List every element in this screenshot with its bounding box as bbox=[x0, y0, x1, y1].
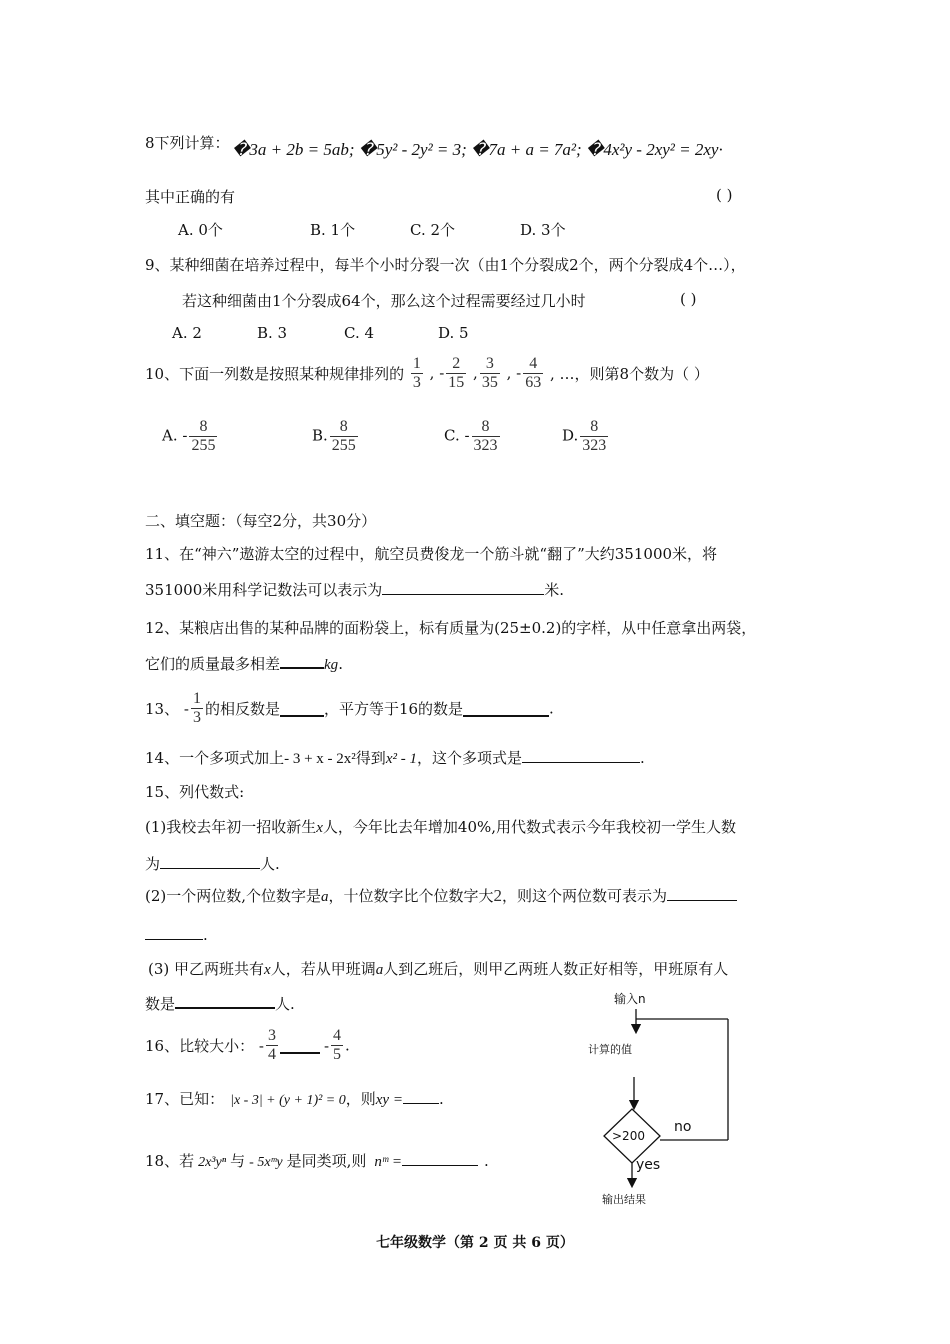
section2-title: 二、填空题：（每空2分，共30分） bbox=[145, 512, 377, 530]
q15-part3-line1: (3) 甲乙两班共有x人，若从甲班调a人到乙班后，则甲乙两班人数正好相等，甲班原有人 bbox=[148, 960, 729, 978]
q8-prefix: 8下列计算： bbox=[145, 134, 230, 152]
q18-term3: nᵐ = bbox=[374, 1154, 403, 1170]
flowchart-condition: >200 bbox=[612, 1129, 645, 1143]
q8-formula: �3a + 2b = 5ab; �5y² - 2y² = 3; �7a + a = 7a²; �4x²y - 2xy² = 2xy· bbox=[232, 140, 723, 159]
q18-term2: - 5xᵐy bbox=[249, 1155, 283, 1170]
q9-option-a[interactable]: A. 2 bbox=[172, 324, 202, 342]
q10-line: 10、下面一列数是按照某种规律排列的 $\frac{1}{3}$ , - $\frac{2}{15}$ , $\frac{3}{35}$ , - $\frac{4}{63}$ , …，则第8个数为（ ） bbox=[145, 355, 709, 391]
q16-line: 16、比较大小： - $\frac{3}{4}$ - $\frac{4}{5}$ . bbox=[145, 1027, 350, 1063]
q9-line1: 9、某种细菌在培养过程中，每半个小时分裂一次（由1个分裂成2个，两个分裂成4个…）， bbox=[145, 256, 746, 274]
q9-option-b[interactable]: B. 3 bbox=[257, 324, 288, 342]
q10-option-c[interactable]: C. - $\frac{8}{323}$ bbox=[444, 418, 498, 454]
q13-blank-1[interactable] bbox=[280, 701, 324, 717]
q15-part2-blank[interactable] bbox=[667, 886, 737, 901]
q11-answer-blank[interactable] bbox=[382, 580, 544, 595]
q14-answer-blank[interactable] bbox=[522, 748, 640, 763]
flowchart-output: 输出结果 bbox=[602, 1193, 646, 1206]
q8-option-d[interactable]: D. 3个 bbox=[520, 221, 566, 239]
q10-option-a[interactable]: A. - $\frac{8}{255}$ bbox=[162, 418, 216, 454]
q8-option-a[interactable]: A. 0个 bbox=[178, 221, 223, 239]
q15-part3-line2: 数是 人. bbox=[145, 995, 295, 1013]
flowchart bbox=[570, 985, 770, 1215]
q8-dot: · bbox=[718, 140, 723, 159]
q9-line2: 若这种细菌由1个分裂成64个，那么这个过程需要经过几小时 bbox=[182, 292, 586, 310]
q15-part2-blank-cont[interactable] bbox=[145, 925, 203, 940]
q16-fraction-2: $\frac{4}{5}$ bbox=[333, 1027, 342, 1063]
q17-answer-blank[interactable] bbox=[403, 1095, 439, 1104]
q9-option-c[interactable]: C. 4 bbox=[344, 324, 375, 342]
q13-line: 13、 - $\frac{1}{3}$ 的相反数是 ，平方等于16的数是 . bbox=[145, 690, 554, 726]
page-footer: 七年级数学（第 2 页 共 6 页） bbox=[376, 1235, 574, 1251]
q17-expr: |x - 3| + (y + 1)² = 0 bbox=[230, 1093, 346, 1108]
q15-part3-blank[interactable] bbox=[175, 993, 275, 1009]
q8-line2: 其中正确的有 bbox=[145, 188, 236, 206]
q15-part1-blank[interactable] bbox=[160, 854, 260, 869]
q14-line: 14、一个多项式加上- 3 + x - 2x²得到x² - 1，这个多项式是 . bbox=[145, 749, 645, 767]
q15-part2-line2: . bbox=[145, 925, 208, 944]
q11-line1: 11、在“神六”遨游太空的过程中，航空员费俊龙一个筋斗就“翻了”大约351000米，将 bbox=[145, 545, 718, 563]
q17-line: 17、已知： |x - 3| + (y + 1)² = 0，则xy = . bbox=[145, 1090, 444, 1108]
q15-part1-line1: (1)我校去年初一招收新生x人，今年比去年增加40%,用代数式表示今年我校初一学生人数 bbox=[145, 818, 737, 836]
flowchart-yes-label: yes bbox=[636, 1157, 661, 1173]
q10-seq-1: $\frac{1}{3}$ bbox=[412, 355, 421, 391]
q10-option-b[interactable]: B. $\frac{8}{255}$ bbox=[312, 418, 356, 454]
q9-paren: ( ) bbox=[680, 290, 697, 308]
q8-paren: ( ) bbox=[716, 186, 733, 204]
q12-line2: 它们的质量最多相差 kg. bbox=[145, 655, 343, 673]
q16-compare-blank[interactable] bbox=[280, 1038, 320, 1054]
q18-term1: 2x³yⁿ bbox=[198, 1155, 227, 1170]
q9-option-d[interactable]: D. 5 bbox=[438, 324, 469, 342]
q14-expr1: - 3 + x - 2x² bbox=[284, 751, 356, 767]
q10-seq-4: , - $\frac{4}{63}$ bbox=[506, 355, 542, 391]
q17-expr2: xy = bbox=[375, 1092, 403, 1108]
q12-answer-blank[interactable] bbox=[280, 653, 324, 669]
q8-option-b[interactable]: B. 1个 bbox=[310, 221, 356, 239]
flowchart-input: 输入n bbox=[614, 992, 646, 1006]
q16-fraction-1: $\frac{3}{4}$ bbox=[267, 1027, 276, 1063]
q18-line: 18、若 2x³yⁿ 与 - 5xᵐy 是同类项,则 nᵐ = . bbox=[145, 1152, 489, 1170]
q11-line2: 351000米用科学记数法可以表示为 米. bbox=[145, 581, 565, 599]
flowchart-compute: 计算的值 bbox=[588, 1043, 632, 1056]
q10-seq-3: , $\frac{3}{35}$ bbox=[473, 355, 498, 391]
q14-expr2: x² - 1 bbox=[385, 751, 417, 767]
q8-option-c[interactable]: C. 2个 bbox=[410, 221, 456, 239]
flowchart-no-label: no bbox=[674, 1119, 692, 1135]
q10-seq-2: , - $\frac{2}{15}$ bbox=[429, 355, 465, 391]
q15-part1-line2: 为 人. bbox=[145, 855, 280, 873]
q13-fraction: $\frac{1}{3}$ bbox=[192, 690, 201, 726]
q15-part2-line1: (2)一个两位数,个位数字是a，十位数字比个位数字大2，则这个两位数可表示为 bbox=[145, 885, 737, 906]
q13-blank-2[interactable] bbox=[463, 701, 549, 717]
q10-option-d[interactable]: D. $\frac{8}{323}$ bbox=[562, 418, 607, 454]
q18-answer-blank[interactable] bbox=[402, 1151, 478, 1166]
q15-title: 15、列代数式: bbox=[145, 783, 245, 801]
q8-line1 bbox=[145, 132, 230, 153]
q12-line1: 12、某粮店出售的某种品牌的面粉袋上，标有质量为(25±0.2)的字样，从中任意拿出两袋， bbox=[145, 619, 757, 637]
